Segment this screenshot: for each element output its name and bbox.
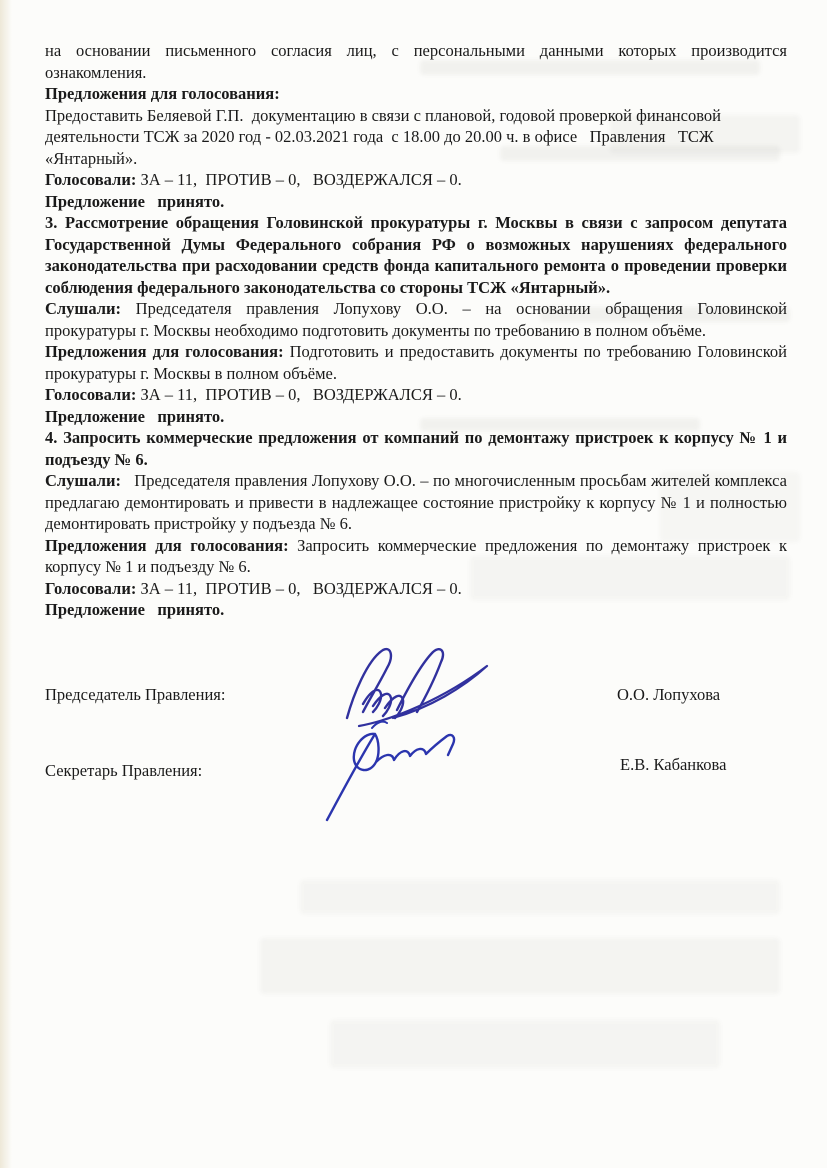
signature-block [45, 684, 787, 1084]
item4-voted-text: ЗА – 11, ПРОТИВ – 0, ВОЗДЕРЖАЛСЯ – 0. [136, 578, 462, 598]
item3-proposals-paragraph [45, 341, 787, 384]
item3-proposals-label: Предложения для голосования: [45, 342, 284, 361]
item3-voted-label: Голосовали: [45, 385, 137, 404]
secretary-name: Е.В. Кабанкова [620, 754, 727, 774]
item3-proposal-text: Подготовить и предоставить документы по требованию Головинской прокуратуры г. Москвы в полном объёме. [45, 342, 787, 383]
item3-votes-line [45, 384, 787, 406]
intro-paragraph: на основании письменного согласия лиц, с персональными данными которых производится ознакомления. [45, 41, 787, 82]
secretary-label: Секретарь Правления: [45, 760, 203, 780]
item4-proposals-label: Предложения для голосования: [45, 535, 289, 555]
item2-votes-line [45, 169, 787, 191]
item3-voted-text: ЗА – 11, ПРОТИВ – 0, ВОЗДЕРЖАЛСЯ – 0. [136, 385, 462, 404]
chairman-label: Председатель Правления: [45, 684, 226, 704]
chairman-name: О.О. Лопухова [617, 684, 721, 704]
item4-heard-text: Председателя правления Лопухову О.О. – по многочисленным просьбам жителей комплекса предлагаю демонтировать и привести в надлежащее состояние пристройку к корпусу № 1 и полностью демонтировать пристройку у подъезда № 6. [45, 471, 792, 533]
item3-heading: 3. Рассмотрение обращения Головинской прокуратуры г. Москвы в связи с запросом депутата Государственной Думы Федерального собрания РФ о возможных нарушениях федерального законодательства при расходовании средств фонда капитального ремонта о проведении проверки соблюдения федерального законодательства со стороны ТСЖ «Янтарный». [45, 213, 787, 297]
item2-accepted-line: Предложение принято. [45, 191, 225, 211]
item4-heard-label: Слушали: [45, 471, 122, 490]
item4-accepted-line: Предложение принято. [45, 600, 225, 619]
item4-heading: 4. Запросить коммерческие предложения от компаний по демонтажу пристроек к корпусу № 1 и подъезду № 6. [45, 428, 787, 469]
item4-voted-label: Голосовали: [45, 578, 137, 598]
item4-proposal-text: Запросить коммерческие предложения по демонтажу пристроек к корпусу № 1 и подъезду № 6. [45, 535, 787, 576]
item4-proposals-paragraph [45, 535, 787, 578]
item2-voted-label: Голосовали: [45, 170, 137, 189]
item3-heard-paragraph [45, 298, 787, 341]
item2-proposal-text: Предоставить Беляевой Г.П. документацию в связи с плановой, годовой проверкой финансовой деятельности ТСЖ за 2020 год - 02.03.2021 года с 18.00 до 20.00 ч. в офисе Правления ТСЖ «Янтарный». [45, 105, 726, 168]
item2-proposals-label: Предложения для голосования: [45, 84, 280, 103]
item3-accepted-line: Предложение принято. [45, 406, 225, 426]
secretary-signature-ink [317, 714, 483, 828]
item2-voted-text: ЗА – 11, ПРОТИВ – 0, ВОЗДЕРЖАЛСЯ – 0. [136, 170, 462, 189]
item3-heard-label: Слушали: [45, 299, 122, 318]
item3-heard-text: Председателя правления Лопухову О.О. – на основании обращения Головинской прокуратуры г. Москвы необходимо подготовить документы по требованию в полном объёме. [45, 299, 787, 340]
item4-heard-paragraph [45, 470, 792, 535]
item4-votes-line [45, 578, 787, 600]
